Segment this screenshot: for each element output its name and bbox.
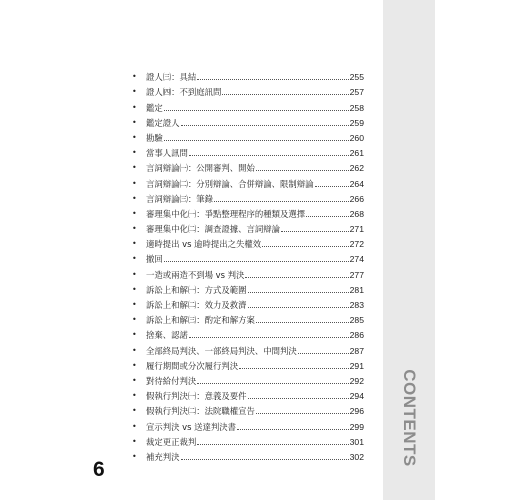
- bullet-icon: •: [132, 102, 137, 112]
- toc-dot-leader: [164, 110, 349, 111]
- bullet-icon: •: [132, 193, 137, 203]
- toc-entry-page: 281: [349, 284, 364, 295]
- toc-dot-leader: [189, 155, 349, 156]
- toc-entry-page: 261: [349, 148, 364, 159]
- toc-entry-title: 捨棄、認諾: [146, 330, 188, 341]
- toc-dot-leader: [248, 307, 349, 308]
- toc-entry-title: 證人㈢：具結: [146, 72, 197, 83]
- toc-entry-page: 283: [349, 300, 364, 310]
- toc-entry-page: 266: [349, 193, 364, 204]
- toc-entry: [132, 82, 364, 97]
- contents-side-label: CONTENTS: [400, 369, 419, 467]
- bullet-icon: •: [132, 315, 137, 325]
- toc-dot-leader: [262, 246, 349, 247]
- toc-entry-page: 272: [349, 239, 364, 250]
- toc-dot-leader: [256, 413, 349, 414]
- toc-dot-leader: [181, 125, 349, 126]
- toc-dot-leader: [197, 383, 348, 384]
- toc-entry-title: 言詞辯論㈡：分別辯論、合併辯論、限制辯論: [146, 178, 314, 189]
- toc-entry: [132, 416, 364, 431]
- toc-dot-leader: [237, 429, 349, 430]
- toc-entry: [132, 128, 364, 143]
- toc-entry: [132, 204, 364, 219]
- toc-entry-title: 證人㈣：不到庭訊問: [146, 87, 222, 98]
- toc-entry-title: 適時提出 vs 逾時提出之失權效: [146, 239, 262, 250]
- toc-entry: [132, 219, 364, 234]
- toc-entry-page: 264: [349, 178, 364, 189]
- toc-entry-page: 302: [349, 451, 364, 462]
- toc-entry: [132, 386, 364, 401]
- toc-entry-title: 一造或兩造不到場 vs 判決: [146, 269, 245, 280]
- toc-entry-page: 258: [349, 102, 364, 113]
- toc-dot-leader: [306, 216, 349, 217]
- bullet-icon: •: [132, 436, 137, 446]
- toc-entry-title: 鑑定證人: [146, 117, 180, 128]
- toc-entry: [132, 158, 364, 173]
- toc-entry: [132, 67, 364, 82]
- toc-entry-title: 假執行判決㈡：法院職權宣告: [146, 406, 255, 417]
- toc-dot-leader: [189, 337, 349, 338]
- bullet-icon: •: [132, 345, 137, 355]
- bullet-icon: •: [132, 239, 137, 249]
- bullet-icon: •: [132, 391, 137, 401]
- toc-dot-leader: [222, 94, 348, 95]
- bullet-icon: •: [132, 451, 137, 461]
- toc-entry-page: 260: [349, 132, 364, 143]
- toc-entry: [132, 356, 364, 371]
- toc-entry-page: 274: [349, 254, 364, 265]
- toc-entry: [132, 249, 364, 264]
- toc-entry-page: 277: [349, 269, 364, 280]
- toc-entry-title: 訴訟上和解㈡：效力及救濟: [146, 300, 247, 310]
- toc-entry-page: 259: [349, 117, 364, 128]
- bullet-icon: •: [132, 421, 137, 431]
- toc-entry-page: 255: [349, 72, 364, 83]
- toc-dot-leader: [281, 231, 349, 232]
- toc-entry-page: 299: [349, 421, 364, 432]
- bullet-icon: •: [132, 132, 137, 142]
- toc-entry-title: 裁定更正裁判: [146, 436, 197, 447]
- toc-dot-leader: [256, 170, 349, 171]
- bullet-icon: •: [132, 254, 137, 264]
- toc-dot-leader: [197, 444, 348, 445]
- toc-entry: [132, 310, 364, 325]
- bullet-icon: •: [132, 208, 137, 218]
- bullet-icon: •: [132, 330, 137, 340]
- toc-entry-title: 當事人訊問: [146, 148, 188, 159]
- toc-entry-title: 訴訟上和解㈠：方式及範圍: [146, 284, 247, 295]
- toc-dot-leader: [315, 186, 349, 187]
- toc-dot-leader: [298, 353, 349, 354]
- toc-entry: [132, 371, 364, 386]
- toc-dot-leader: [164, 261, 349, 262]
- bullet-icon: •: [132, 87, 137, 97]
- bullet-icon: •: [132, 163, 137, 173]
- toc-entry-title: 言詞辯論㈠：公開審判、開始: [146, 163, 255, 174]
- toc-entry: [132, 234, 364, 249]
- toc-entry: [132, 189, 364, 204]
- bullet-icon: •: [132, 72, 137, 82]
- toc-entry: [132, 264, 364, 279]
- toc-dot-leader: [197, 79, 348, 80]
- toc-entry: [132, 447, 364, 462]
- toc-dot-leader: [164, 140, 349, 141]
- bullet-icon: •: [132, 178, 137, 188]
- toc-entry-page: 285: [349, 315, 364, 326]
- toc-entry: [132, 143, 364, 158]
- toc-entry: [132, 340, 364, 355]
- toc-entry: [132, 113, 364, 128]
- toc-entry-page: 301: [349, 436, 364, 447]
- bullet-icon: •: [132, 406, 137, 416]
- toc-entry-page: 292: [349, 375, 364, 386]
- toc-entry-title: 撤回: [146, 254, 163, 265]
- toc-dot-leader: [181, 459, 349, 460]
- toc-entry-title: 審理集中化㈠：爭點整理程序的種類及選擇: [146, 208, 306, 219]
- toc-entry-page: 286: [349, 330, 364, 341]
- toc-entry-title: 對待給付判決: [146, 375, 197, 386]
- toc-dot-leader: [214, 201, 349, 202]
- toc-entry-title: 勘驗: [146, 132, 163, 143]
- toc-entry: [132, 280, 364, 295]
- bullet-icon: •: [132, 375, 137, 385]
- toc-entry-page: 262: [349, 163, 364, 174]
- toc-entry-title: 審理集中化㈡：調查證據、言詞辯論: [146, 224, 280, 235]
- toc-dot-leader: [248, 292, 349, 293]
- bullet-icon: •: [132, 284, 137, 294]
- toc-entry-page: 291: [349, 360, 364, 371]
- toc-entry-page: 296: [349, 406, 364, 417]
- toc-entry-page: 257: [349, 87, 364, 98]
- toc-entry-title: 言詞辯論㈢：筆錄: [146, 193, 213, 204]
- bullet-icon: •: [132, 148, 137, 158]
- toc-entry-page: 268: [349, 208, 364, 219]
- toc-entry-title: 全部終局判決、一部終局判決、中間判決: [146, 345, 297, 356]
- page-number: 6: [93, 458, 105, 481]
- bullet-icon: •: [132, 269, 137, 279]
- bullet-icon: •: [132, 224, 137, 234]
- toc-entry-title: 鑑定: [146, 102, 163, 113]
- toc-entry-title: 履行期間或分次履行判決: [146, 360, 239, 371]
- toc-entry-page: 294: [349, 391, 364, 402]
- toc-entry-page: 287: [349, 345, 364, 356]
- bullet-icon: •: [132, 300, 137, 309]
- toc-entry: [132, 401, 364, 416]
- bullet-icon: •: [132, 360, 137, 370]
- toc-entry: [132, 432, 364, 447]
- toc-dot-leader: [245, 277, 348, 278]
- toc-entry-title: 假執行判決㈠：意義及要件: [146, 391, 247, 402]
- toc-entry: [132, 325, 364, 340]
- toc-dot-leader: [248, 398, 349, 399]
- table-of-contents: [132, 67, 364, 462]
- toc-entry-page: 271: [349, 224, 364, 235]
- toc-dot-leader: [256, 322, 349, 323]
- toc-entry-title: 宣示判決 vs 送達判決書: [146, 421, 237, 432]
- toc-entry: [132, 173, 364, 188]
- toc-entry-title: 補充判決: [146, 451, 180, 462]
- bullet-icon: •: [132, 117, 137, 127]
- toc-entry: [132, 295, 364, 310]
- toc-entry: [132, 97, 364, 112]
- toc-dot-leader: [239, 368, 349, 369]
- toc-entry-title: 訴訟上和解㈢：酌定和解方案: [146, 315, 255, 326]
